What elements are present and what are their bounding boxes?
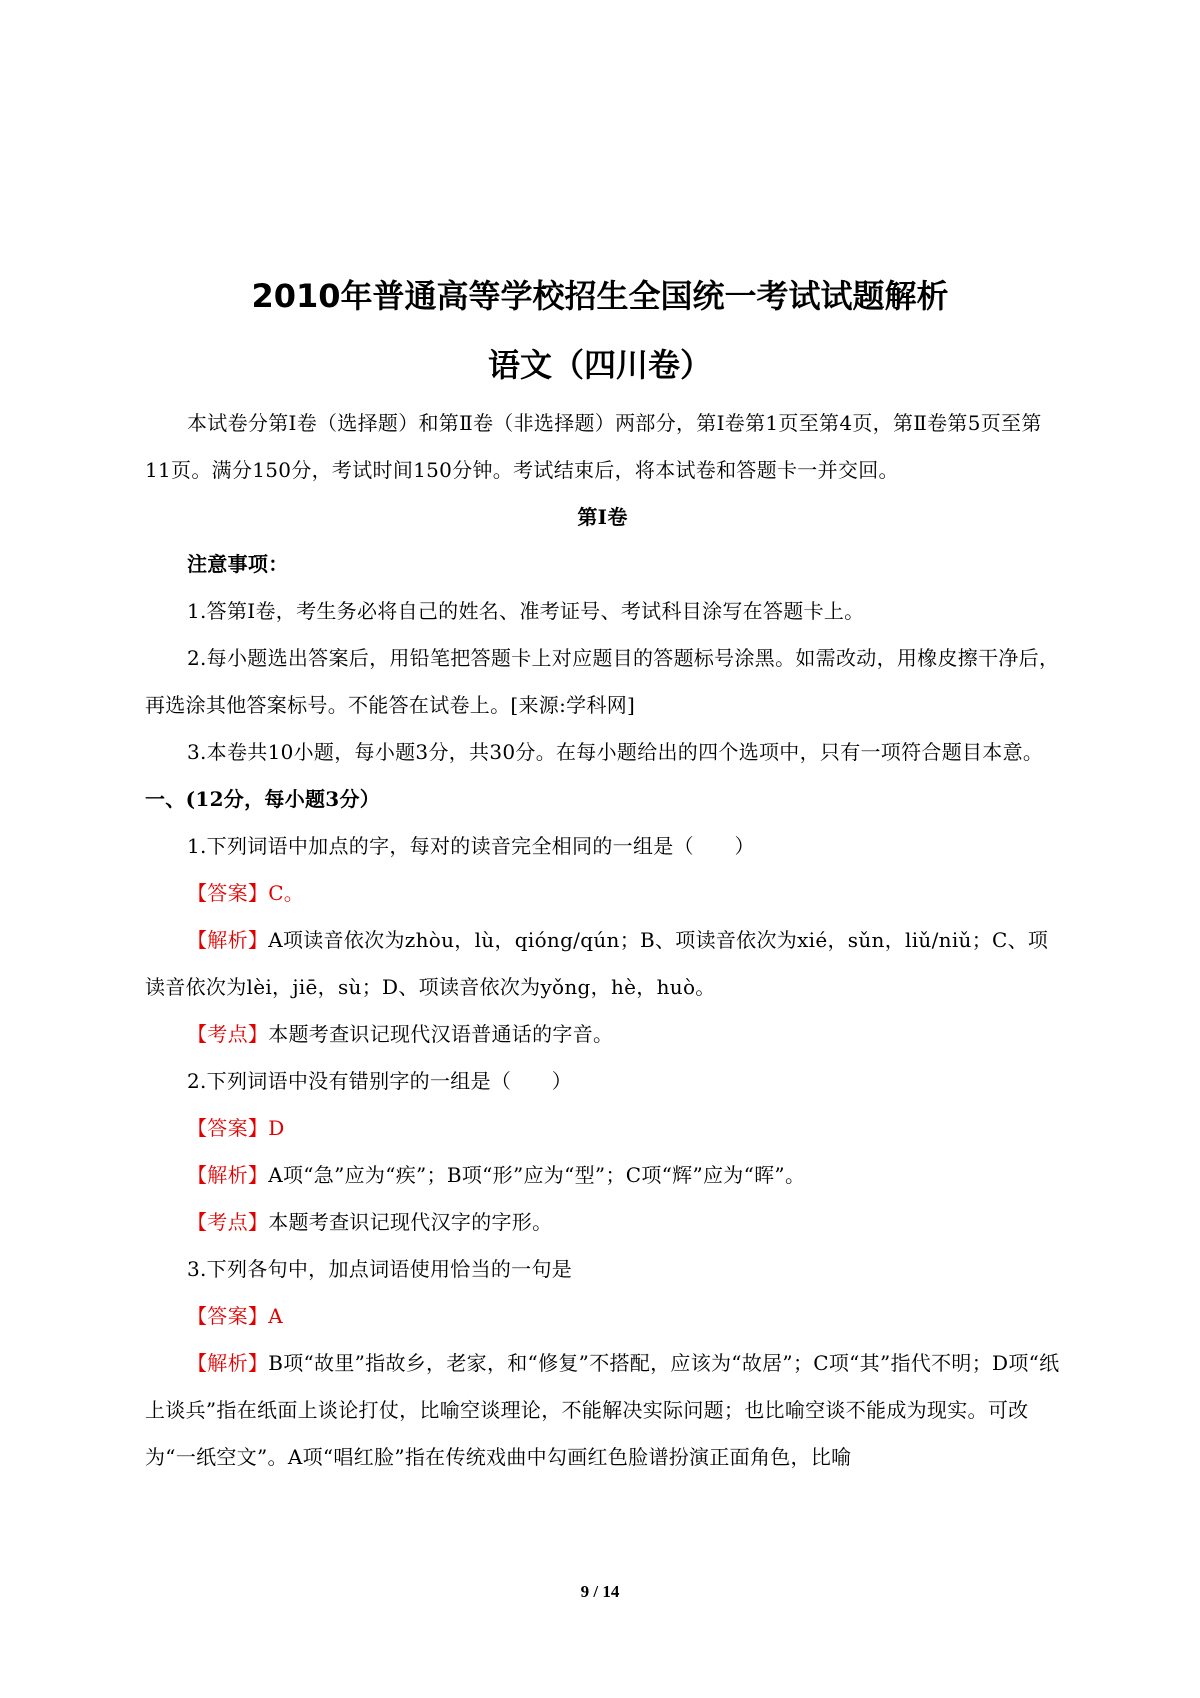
q3-analysis — [145, 1340, 1060, 1481]
document-body — [145, 400, 1060, 1481]
analysis-label: 【解析】 — [187, 928, 269, 952]
q1-point — [145, 1011, 1060, 1058]
question-3: 3.下列各句中，加点词语使用恰当的一句是 — [187, 1257, 573, 1281]
question-1: 1.下列词语中加点的字，每对的读音完全相同的一组是（ ） — [187, 834, 755, 858]
q2-analysis — [145, 1152, 1060, 1199]
question-2: 2.下列词语中没有错别字的一组是（ ） — [187, 1069, 573, 1093]
q3-answer-value: A — [268, 1304, 283, 1328]
document-title: 2010年普通高等学校招生全国统一考试试题解析 — [251, 277, 949, 315]
point-label: 【考点】 — [187, 1022, 269, 1046]
answer-label: 【答案】 — [187, 881, 269, 905]
q2-answer-value: D — [268, 1116, 285, 1140]
notice-heading: 注意事项： — [187, 552, 289, 576]
analysis-label: 【解析】 — [187, 1163, 269, 1187]
q2-point-text: 本题考查识记现代汉字的字形。 — [268, 1210, 553, 1234]
answer-label: 【答案】 — [187, 1116, 269, 1140]
section-heading: 一、(12分，每小题3分） — [145, 787, 381, 811]
q3-answer — [145, 1293, 1060, 1340]
volume-heading: 第Ⅰ卷 — [577, 505, 628, 529]
q1-analysis-text: A项读音依次为zhòu，lù，qióng/qún；B、项读音依次为xié，sǔn，liǔ/niǔ；C、项读音依次为lèi，jiē，sù；D、项读音依次为yǒng，hè，huò。 — [145, 928, 1049, 999]
notice-item: 1.答第Ⅰ卷，考生务必将自己的姓名、准考证号、考试科目涂写在答题卡上。 — [187, 599, 865, 623]
q3-analysis-text: B项“故里”指故乡，老家，和“修复”不搭配，应该为“故居”；C项“其”指代不明；D项“纸上谈兵”指在纸面上谈论打仗，比喻空谈理论，不能解决实际问题；也比喻空谈不能成为现实。可改为“一纸空文”。A项“唱红脸”指在传统戏曲中勾画红色脸谱扮演正面角色，比喻 — [145, 1351, 1060, 1469]
analysis-label: 【解析】 — [187, 1351, 269, 1375]
notice-item: 3.本卷共10小题，每小题3分，共30分。在每小题给出的四个选项中，只有一项符合题目本意。 — [187, 740, 1044, 764]
point-label: 【考点】 — [187, 1210, 269, 1234]
document-subtitle: 语文（四川卷） — [487, 346, 712, 384]
q2-answer — [145, 1105, 1060, 1152]
q1-answer — [145, 870, 1060, 917]
q2-analysis-text: A项“急”应为“疾”；B项“形”应为“型”；C项“辉”应为“晖”。 — [268, 1163, 806, 1187]
page-number: 9 / 14 — [580, 1582, 620, 1601]
notice-item: 2.每小题选出答案后，用铅笔把答题卡上对应题目的答题标号涂黑。如需改动，用橡皮擦干净后，再选涂其他答案标号。不能答在试卷上。[来源:学科网] — [145, 646, 1060, 717]
answer-label: 【答案】 — [187, 1304, 269, 1328]
intro-paragraph: 本试卷分第Ⅰ卷（选择题）和第Ⅱ卷（非选择题）两部分，第Ⅰ卷第1页至第4页，第Ⅱ卷第5页至第11页。满分150分，考试时间150分钟。考试结束后，将本试卷和答题卡一并交回。 — [145, 411, 1042, 482]
q1-point-text: 本题考查识记现代汉语普通话的字音。 — [268, 1022, 614, 1046]
q2-point — [145, 1199, 1060, 1246]
q1-answer-value: C。 — [268, 881, 305, 905]
q1-analysis — [145, 917, 1060, 1011]
